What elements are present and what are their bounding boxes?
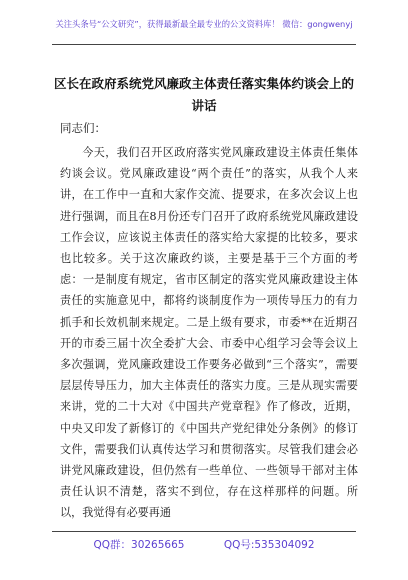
header-divider — [52, 44, 356, 45]
footer-qq-group: QQ群：30265665 — [93, 539, 185, 551]
footer-qq-number: QQ号:535304092 — [223, 539, 315, 551]
header-banner: 关注头条号“公文研究”，获得最新最全最专业的公文资料库！ 微信：gongwenyj — [55, 19, 353, 29]
document-title: 区长在政府系统党风廉政主体责任落实集体约谈会上的讲话 — [53, 76, 354, 113]
footer-contacts — [0, 537, 408, 552]
salutation: 同志们： — [60, 121, 106, 135]
footer-divider — [52, 531, 356, 532]
body-paragraph: 今天，我们召开区政府落实党风廉政建设主体责任集体约谈会议。党风廉政建设“两个责任”的落实，从我个人来讲，在工作中一直和大家作交流、提要求，在多次会议上也进行强调，而且在8月份还专门召开了政府系统党风廉政建设工作会议，应该说主体责任的落实给大家提的比较多，要求也比较多。关于这次廉政约谈，主要是基于三个方面的考虑：一是制度有规定，省市区制定的落实党风廉政建设主体责任的实施意见中，都将约谈制度作为一项传导压力的有力抓手和长效机制来规定。二是上级有要求，市委**在近期召开的市委三届十次全委扩大会、市委中心组学习会等会议上多次强调，党风廉政建设工作要务必做到“三个落实”，需要层层传导压力，加大主体责任的落实力度。三是从现实需要来讲，党的二十大对《中国共产党章程》作了修改，近期，中央又印发了新修订的《中国共产党纪律处分条例》的修订文件，需要我们认真传达学习和贯彻落实。尽管我们建会必讲党风廉政建设，但仍然有一些单位、一些领导干部对主体责任认识不清楚，落实不到位，存在这样那样的问题。所以，我觉得有必要再通 — [60, 146, 358, 520]
